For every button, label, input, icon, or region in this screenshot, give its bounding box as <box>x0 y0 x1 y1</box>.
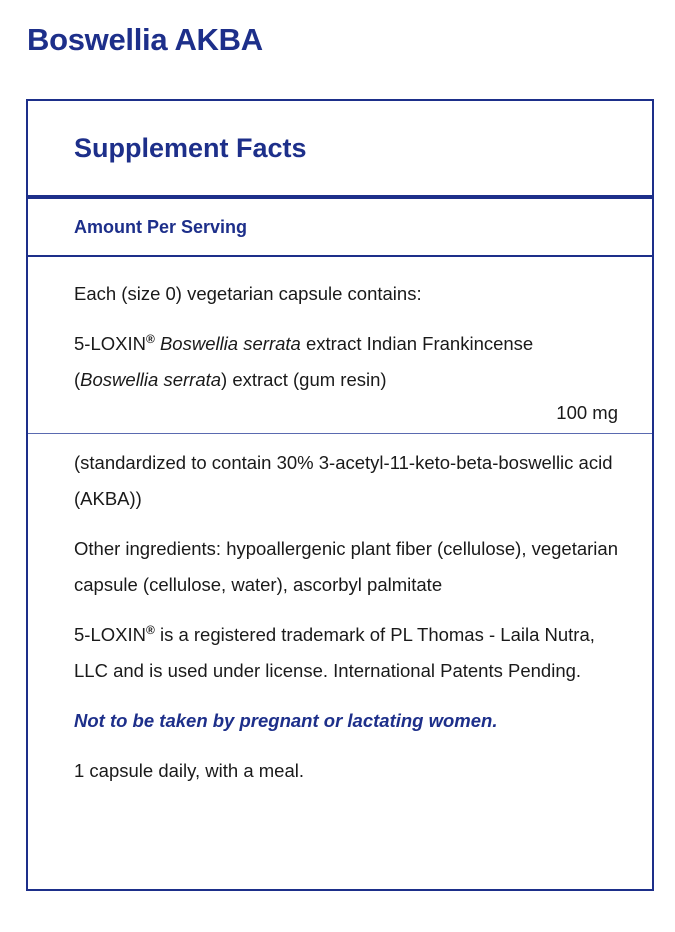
ingredient-brand: 5-LOXIN <box>74 333 146 354</box>
trademark-brand: 5-LOXIN <box>74 624 146 645</box>
ingredient-text-1: extract Indian Frankincense ( <box>74 333 534 390</box>
ingredient-text-2: ) extract (gum resin) <box>221 369 387 390</box>
registered-mark: ® <box>145 332 155 346</box>
product-title: Boswellia AKBA <box>27 22 263 57</box>
facts-heading: Supplement Facts <box>74 133 307 163</box>
serving-intro: Each (size 0) vegetarian capsule contains: <box>74 283 422 304</box>
notes-section <box>28 434 652 789</box>
pregnancy-warning: Not to be taken by pregnant or lactating women. <box>74 710 498 731</box>
ingredient-amount: 100 mg <box>556 402 618 423</box>
supplement-facts-panel <box>26 99 654 891</box>
facts-header <box>28 101 652 199</box>
ingredient-section <box>28 257 652 434</box>
trademark-text: is a registered trademark of PL Thomas - Laila Nutra, LLC and is used under license. International Patents Pending. <box>74 624 595 681</box>
trademark-registered-mark: ® <box>145 623 155 637</box>
ingredient-description <box>74 326 618 398</box>
amount-per-serving-label: Amount Per Serving <box>74 217 248 237</box>
ingredient-latin-name-2: Boswellia serrata <box>80 369 222 390</box>
trademark-note <box>74 617 618 689</box>
ingredient-latin-name: Boswellia serrata <box>159 333 301 354</box>
standardization-note: (standardized to contain 30% 3-acetyl-11-keto-beta-boswellic acid (AKBA)) <box>74 452 613 509</box>
amount-per-serving-row <box>28 199 652 257</box>
other-ingredients: Other ingredients: hypoallergenic plant fiber (cellulose), vegetarian capsule (cellulose, water), ascorbyl palmitate <box>74 538 618 595</box>
directions: 1 capsule daily, with a meal. <box>74 760 304 781</box>
